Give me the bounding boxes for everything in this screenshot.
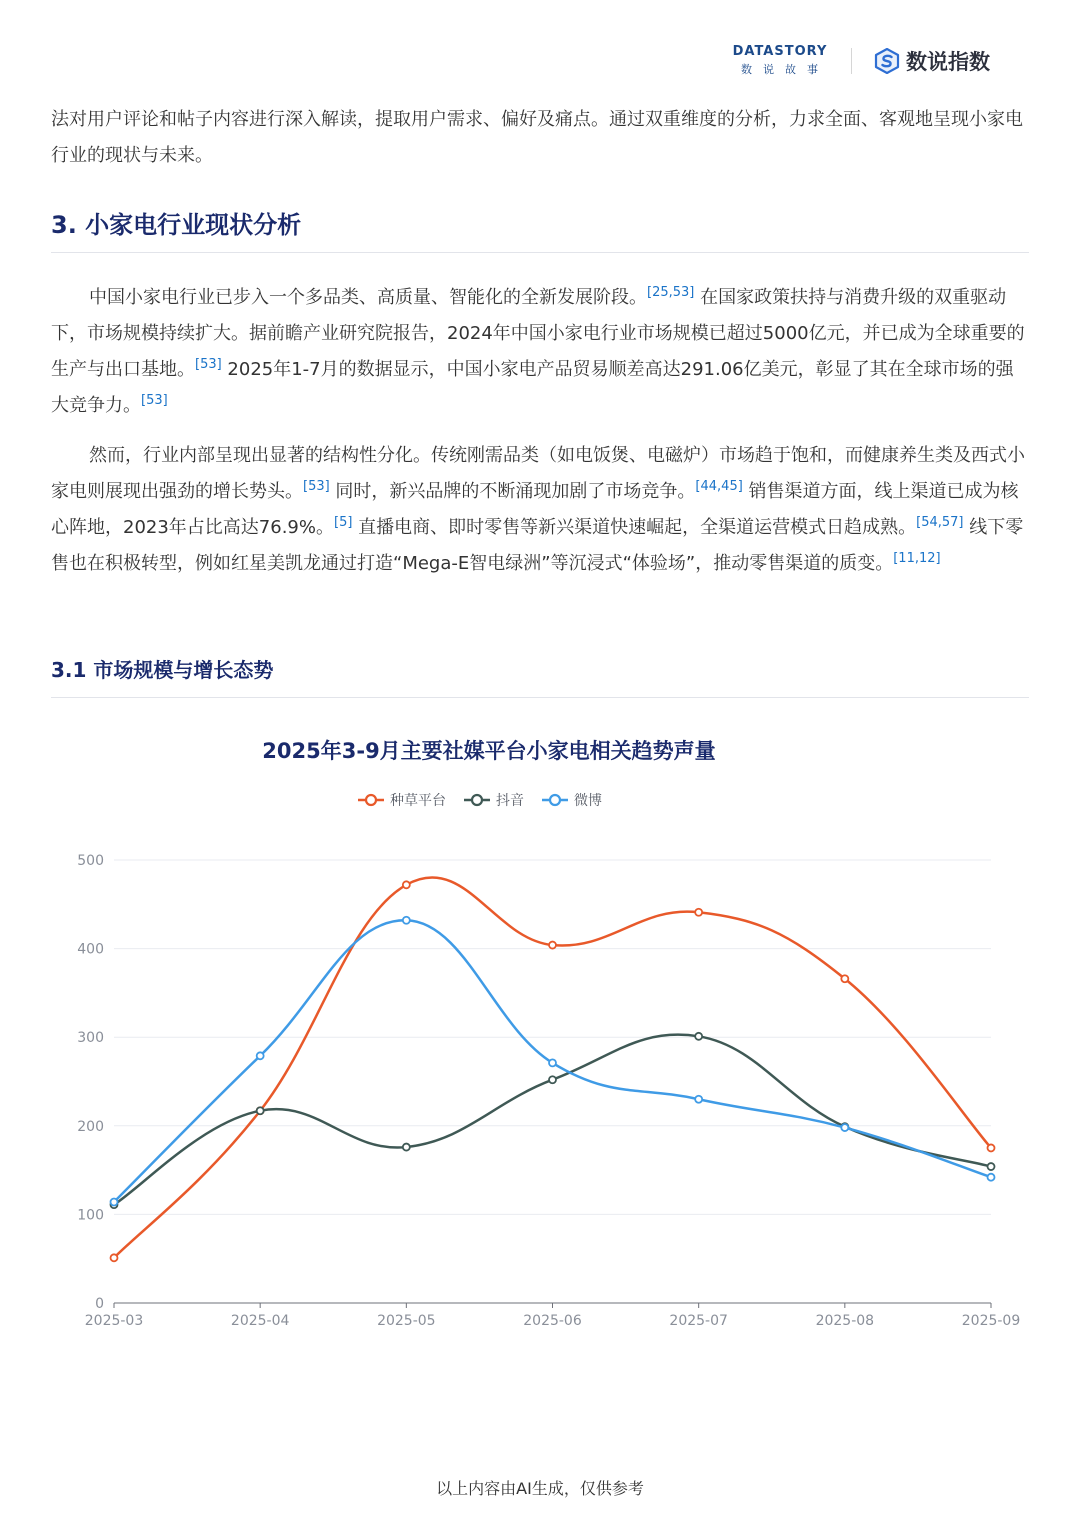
- series-line: [114, 877, 991, 1257]
- section-paragraph-2: [51, 438, 1029, 582]
- y-tick-label: 400: [77, 941, 104, 958]
- legend-marker: [550, 795, 560, 805]
- x-tick-label: 2025-04: [230, 1313, 290, 1329]
- datastory-logo-en: DATASTORY: [732, 44, 828, 59]
- data-point[interactable]: [988, 1174, 995, 1181]
- paragraph-text: 直播电商、即时零售等新兴渠道快速崛起，全渠道运营模式日趋成熟。: [352, 517, 917, 538]
- x-tick-label: 2025-08: [815, 1313, 875, 1329]
- data-point[interactable]: [841, 1124, 848, 1131]
- data-point[interactable]: [695, 909, 702, 916]
- data-point[interactable]: [841, 975, 848, 982]
- chart-axes: [77, 853, 1020, 1329]
- data-point[interactable]: [695, 1096, 702, 1103]
- subsection-divider: [51, 697, 1029, 698]
- y-tick-label: 500: [77, 853, 104, 869]
- chart-title: 2025年3-9月主要社媒平台小家电相关趋势声量: [262, 739, 716, 763]
- data-point[interactable]: [695, 1033, 702, 1040]
- brand-s-icon: [874, 48, 900, 74]
- legend-marker: [366, 795, 376, 805]
- legend-marker: [472, 795, 482, 805]
- y-tick-label: 300: [77, 1030, 104, 1047]
- data-point[interactable]: [111, 1198, 118, 1205]
- legend-label: 抖音: [496, 793, 524, 809]
- y-tick-label: 100: [77, 1207, 104, 1224]
- data-point[interactable]: [257, 1052, 264, 1059]
- chart-grid: [114, 860, 991, 1214]
- data-point[interactable]: [988, 1163, 995, 1170]
- citation-link[interactable]: [25,53]: [647, 285, 695, 300]
- chart-legend[interactable]: [358, 792, 602, 809]
- citation-link[interactable]: [53]: [141, 393, 168, 408]
- citation-link[interactable]: [44,45]: [695, 479, 743, 494]
- x-tick-label: 2025-09: [961, 1313, 1021, 1329]
- data-point[interactable]: [257, 1107, 264, 1114]
- paragraph-text: 销售渠道方面，线上渠道已成为核心阵地，2023年占比高达76.9%。: [51, 481, 1019, 538]
- data-point[interactable]: [403, 881, 410, 888]
- datastory-logo: [731, 44, 829, 77]
- data-point[interactable]: [549, 1076, 556, 1083]
- product-name: 数说指数: [906, 49, 990, 74]
- trend-line-chart: [51, 720, 1031, 1360]
- data-point[interactable]: [111, 1254, 118, 1261]
- data-point[interactable]: [549, 942, 556, 949]
- legend-item[interactable]: [542, 792, 602, 809]
- paragraph-text: 2025年1-7月的数据显示，中国小家电产品贸易顺差高达291.06亿美元，彰显了其在全球市场的强大竞争力。: [51, 359, 1014, 416]
- header-divider: [851, 48, 852, 74]
- section-paragraph-1: [51, 280, 1029, 424]
- paragraph-text: 然而，行业内部呈现出显著的结构性分化。传统刚需品类（如电饭煲、电磁炉）市场趋于饱和，而健康养生类及西式小家电则展现出强劲的增长势头。: [51, 445, 1025, 502]
- data-point[interactable]: [549, 1059, 556, 1066]
- ai-disclaimer: 以上内容由AI生成，仅供参考: [436, 1479, 644, 1498]
- x-tick-label: 2025-06: [523, 1313, 582, 1329]
- citation-link[interactable]: [11,12]: [893, 551, 941, 566]
- section-divider: [51, 252, 1029, 253]
- section-title: 3. 小家电行业现状分析: [51, 211, 302, 239]
- citation-link[interactable]: [53]: [303, 479, 330, 494]
- legend-label: 种草平台: [390, 793, 446, 809]
- paragraph-text: 线下零售也在积极转型，例如红星美凯龙通过打造“Mega-E智电绿洲”等沉浸式“体验场”，推动零售渠道的质变。: [51, 517, 1024, 574]
- data-point[interactable]: [988, 1144, 995, 1151]
- intro-paragraph: 法对用户评论和帖子内容进行深入解读，提取用户需求、偏好及痛点。通过双重维度的分析，力求全面、客观地呈现小家电行业的现状与未来。: [51, 109, 1023, 166]
- subsection-title: 3.1 市场规模与增长态势: [51, 658, 274, 682]
- paragraph-text: 同时，新兴品牌的不断涌现加剧了市场竞争。: [329, 481, 696, 502]
- paragraph-text: 在国家政策扶持与消费升级的双重驱动下，市场规模持续扩大。据前瞻产业研究院报告，2024年中国小家电行业市场规模已超过5000亿元，并已成为全球重要的生产与出口基地。: [51, 287, 1025, 380]
- citation-link[interactable]: [53]: [195, 357, 222, 372]
- citation-link[interactable]: [54,57]: [916, 515, 964, 530]
- datastory-logo-cn: 数说故事: [741, 63, 829, 76]
- x-tick-label: 2025-03: [84, 1313, 144, 1329]
- citation-link[interactable]: [5]: [334, 515, 353, 530]
- paragraph-text: 中国小家电行业已步入一个多品类、高质量、智能化的全新发展阶段。: [89, 287, 647, 308]
- y-tick-label: 200: [77, 1118, 104, 1135]
- shuoshuo-index-logo: [874, 46, 990, 76]
- legend-item[interactable]: [464, 792, 524, 809]
- page-header: [731, 44, 990, 77]
- x-tick-label: 2025-05: [377, 1313, 436, 1329]
- legend-item[interactable]: [358, 793, 446, 809]
- chart-series: [111, 877, 995, 1261]
- data-point[interactable]: [403, 1144, 410, 1151]
- data-point[interactable]: [403, 917, 410, 924]
- y-tick-label: 0: [95, 1296, 104, 1312]
- legend-label: 微博: [574, 793, 602, 809]
- x-tick-label: 2025-07: [669, 1313, 728, 1329]
